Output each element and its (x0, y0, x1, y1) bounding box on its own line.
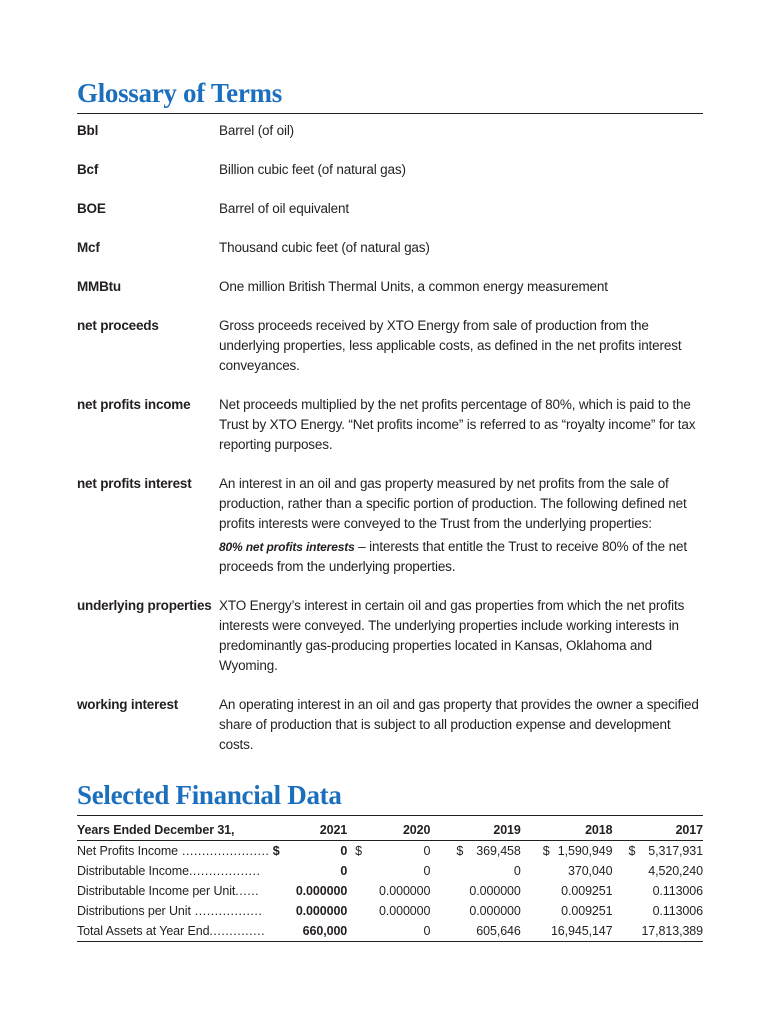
glossary-entry (77, 238, 703, 258)
table-header-row (77, 820, 703, 841)
glossary-definition: XTO Energy’s interest in certain oil and gas properties from which the net profits interests were conveyed. The underlying properties include working interests in predominantly gas-producing properties located in Kansas, Oklahoma and Wyoming. (219, 598, 685, 673)
column-header-year: 2019 (430, 820, 520, 841)
financial-table (77, 820, 703, 942)
table-cell: 0.000000 (295, 884, 348, 898)
glossary-entry (77, 160, 703, 180)
table-cell: 605,646 (430, 921, 520, 942)
glossary-definition: An operating interest in an oil and gas property that provides the owner a specified share of production that is subject to all production expense and development costs. (219, 697, 699, 752)
glossary-definition: Barrel (of oil) (219, 123, 295, 138)
table-cell: 0.000000 (469, 884, 521, 898)
glossary-term: net profits interest (77, 476, 192, 491)
glossary-entry (77, 316, 703, 376)
table-cell: $ 1,590,949 (542, 844, 613, 858)
glossary-entry (77, 121, 703, 141)
table-cell: 0.000000 (469, 904, 521, 918)
glossary-definition: Barrel of oil equivalent (219, 201, 349, 216)
glossary-subdefinition: – interests that entitle the Trust to receive 80% of the net proceeds from the underlying properties. (219, 539, 687, 574)
table-cell: 0 (340, 864, 348, 878)
table-row (77, 861, 703, 881)
glossary-entry (77, 596, 703, 676)
table-cell: 0.000000 (379, 884, 431, 898)
column-header-year: 2017 (613, 820, 704, 841)
glossary-definition: Billion cubic feet (of natural gas) (219, 162, 406, 177)
glossary-definition: One million British Thermal Units, a common energy measurement (219, 279, 608, 294)
column-header-year: 2021 (280, 820, 348, 841)
table-cell: 4,520,240 (648, 864, 703, 878)
glossary-term: working interest (77, 697, 179, 712)
table-cell: $ 0 (355, 844, 431, 858)
table-cell: $ 369,458 (456, 844, 521, 858)
glossary-definition: An interest in an oil and gas property measured by net profits from the sale of production, rather than a specific portion of production. The following defined net profits interests were conveyed to the Trust from the underlying properties: 80% net profits interests – interests that entitle the Trust to receive 80% of the net proceeds from the underlying properties. (219, 476, 687, 574)
glossary-definition: Gross proceeds received by XTO Energy from sale of production from the underlying properties, less applicable costs, as defined in the net profits interest conveyances. (219, 318, 682, 373)
table-cell: 660,000 (280, 921, 348, 942)
glossary-term: net profits income (77, 397, 191, 412)
financial-title: Selected Financial Data (77, 780, 342, 810)
table-cell: 0.113006 (652, 884, 703, 898)
glossary-title: Glossary of Terms (77, 78, 282, 108)
row-label: Total Assets at Year End.............. (77, 921, 280, 942)
column-header-label: Years Ended December 31, (77, 820, 280, 841)
table-row (77, 841, 703, 862)
table-cell: 370,040 (568, 864, 613, 878)
table-cell: 0.000000 (295, 904, 348, 918)
row-label: Distributions per Unit ................. (77, 904, 263, 918)
glossary-term: Bbl (77, 123, 99, 138)
table-cell: 0 (340, 844, 348, 858)
table-cell: 0.009251 (561, 904, 613, 918)
table-cell: 16,945,147 (521, 921, 613, 942)
table-row (77, 881, 703, 901)
table-cell: 0.000000 (379, 904, 431, 918)
table-cell: $ 5,317,931 (628, 844, 703, 858)
row-label: Distributable Income per Unit...... (77, 884, 260, 898)
glossary-term: Bcf (77, 162, 99, 177)
table-cell: 17,813,389 (613, 921, 704, 942)
glossary-definition: Thousand cubic feet (of natural gas) (219, 240, 430, 255)
glossary-term: MMBtu (77, 279, 121, 294)
table-row (77, 901, 703, 921)
glossary-rule (77, 113, 703, 114)
glossary-entry (77, 395, 703, 455)
glossary-definition: Net proceeds multiplied by the net profits percentage of 80%, which is paid to the Trust by XTO Energy. “Net profits income” is referred to as “royalty income” for tax reporting purposes. (219, 397, 696, 452)
table-cell: 0 (423, 864, 431, 878)
table-cell: 0 (513, 864, 521, 878)
glossary-list (77, 121, 703, 774)
glossary-term: underlying properties (77, 598, 212, 613)
glossary-entry (77, 695, 703, 755)
glossary-entry (77, 277, 703, 297)
table-cell: 0.113006 (652, 904, 703, 918)
row-label: Net Profits Income ...................... $ (77, 844, 280, 858)
table-cell: 0.009251 (561, 884, 613, 898)
glossary-entry (77, 474, 703, 577)
column-header-year: 2020 (347, 820, 430, 841)
glossary-term: Mcf (77, 240, 100, 255)
financial-rule (77, 815, 703, 816)
table-row (77, 921, 703, 942)
glossary-term: BOE (77, 201, 106, 216)
glossary-subterm: 80% net profits interests (219, 540, 355, 554)
glossary-term: net proceeds (77, 318, 159, 333)
glossary-entry (77, 199, 703, 219)
column-header-year: 2018 (521, 820, 613, 841)
row-label: Distributable Income.................. (77, 864, 261, 878)
table-cell: 0 (347, 921, 430, 942)
